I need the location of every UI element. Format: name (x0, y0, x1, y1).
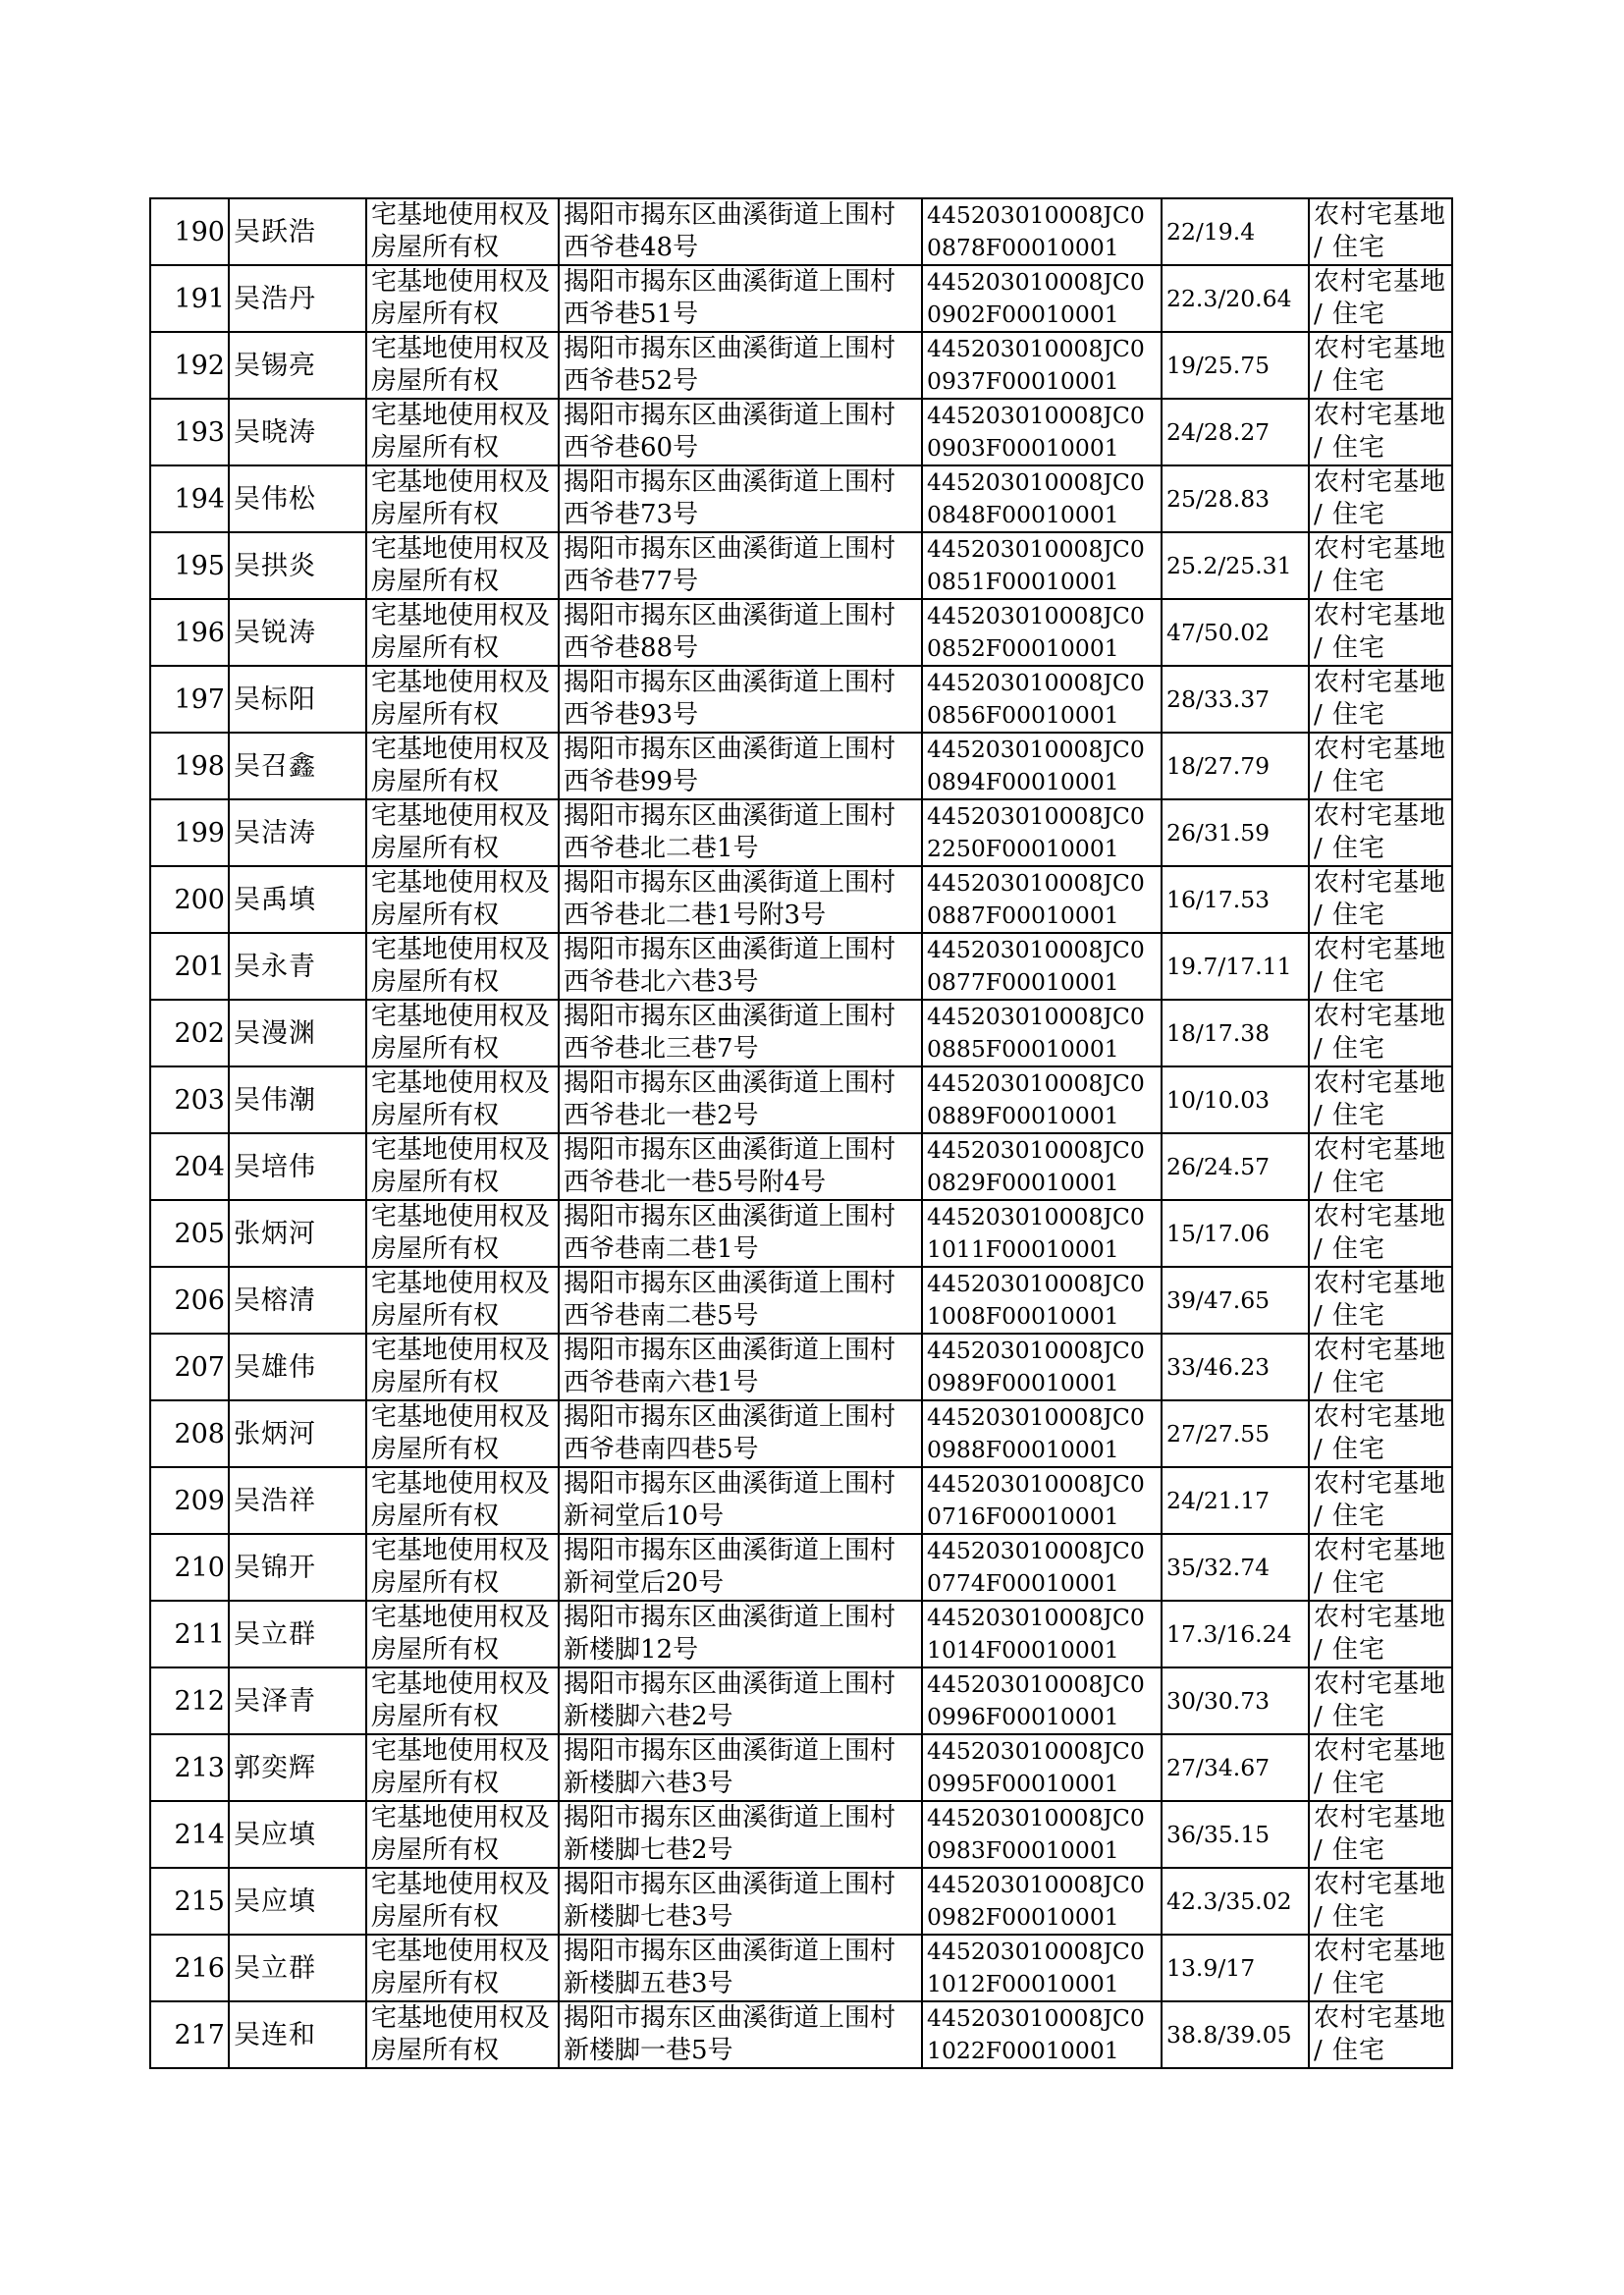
property-address-cell: 揭阳市揭东区曲溪街道上围村西爷巷52号 (559, 332, 922, 399)
row-number-cell: 217 (150, 2001, 229, 2068)
right-type-cell: 宅基地使用权及房屋所有权 (366, 666, 559, 733)
holder-name-cell: 吴连和 (229, 2001, 366, 2068)
table-row (150, 666, 1452, 733)
right-type-cell: 宅基地使用权及房屋所有权 (366, 599, 559, 666)
right-type-cell: 宅基地使用权及房屋所有权 (366, 1400, 559, 1467)
property-address-cell: 揭阳市揭东区曲溪街道上围村西爷巷北二巷1号附3号 (559, 866, 922, 933)
area-value-cell: 38.8/39.05 (1162, 2001, 1309, 2068)
area-value-cell: 35/32.74 (1162, 1534, 1309, 1601)
registry-table (149, 197, 1453, 2069)
unit-code-cell: 445203010008JC00937F00010001 (922, 332, 1162, 399)
unit-code-cell: 445203010008JC01014F00010001 (922, 1601, 1162, 1667)
row-number-cell: 216 (150, 1935, 229, 2001)
row-number-cell: 205 (150, 1200, 229, 1267)
property-address-cell: 揭阳市揭东区曲溪街道上围村西爷巷93号 (559, 666, 922, 733)
row-number-cell: 203 (150, 1066, 229, 1133)
row-number-cell: 197 (150, 666, 229, 733)
table-row (150, 1334, 1452, 1400)
unit-code-cell: 445203010008JC00885F00010001 (922, 1000, 1162, 1066)
land-use-cell: 农村宅基地 / 住宅 (1309, 599, 1452, 666)
unit-code-cell: 445203010008JC01022F00010001 (922, 2001, 1162, 2068)
row-number-cell: 204 (150, 1133, 229, 1200)
right-type-cell: 宅基地使用权及房屋所有权 (366, 465, 559, 532)
right-type-cell: 宅基地使用权及房屋所有权 (366, 1868, 559, 1935)
area-value-cell: 25.2/25.31 (1162, 532, 1309, 599)
property-address-cell: 揭阳市揭东区曲溪街道上围村西爷巷51号 (559, 265, 922, 332)
table-row (150, 1200, 1452, 1267)
right-type-cell: 宅基地使用权及房屋所有权 (366, 532, 559, 599)
property-address-cell: 揭阳市揭东区曲溪街道上围村西爷巷南四巷5号 (559, 1400, 922, 1467)
table-row (150, 198, 1452, 265)
row-number-cell: 215 (150, 1868, 229, 1935)
unit-code-cell: 445203010008JC00903F00010001 (922, 399, 1162, 465)
property-address-cell: 揭阳市揭东区曲溪街道上围村西爷巷48号 (559, 198, 922, 265)
property-address-cell: 揭阳市揭东区曲溪街道上围村西爷巷南二巷5号 (559, 1267, 922, 1334)
holder-name-cell: 吴应填 (229, 1868, 366, 1935)
right-type-cell: 宅基地使用权及房屋所有权 (366, 1200, 559, 1267)
area-value-cell: 30/30.73 (1162, 1667, 1309, 1734)
holder-name-cell: 吴雄伟 (229, 1334, 366, 1400)
row-number-cell: 208 (150, 1400, 229, 1467)
row-number-cell: 207 (150, 1334, 229, 1400)
table-row (150, 2001, 1452, 2068)
area-value-cell: 26/24.57 (1162, 1133, 1309, 1200)
holder-name-cell: 吴永青 (229, 933, 366, 1000)
right-type-cell: 宅基地使用权及房屋所有权 (366, 1667, 559, 1734)
unit-code-cell: 445203010008JC00848F00010001 (922, 465, 1162, 532)
area-value-cell: 27/27.55 (1162, 1400, 1309, 1467)
area-value-cell: 17.3/16.24 (1162, 1601, 1309, 1667)
land-use-cell: 农村宅基地 / 住宅 (1309, 2001, 1452, 2068)
property-address-cell: 揭阳市揭东区曲溪街道上围村西爷巷北六巷3号 (559, 933, 922, 1000)
holder-name-cell: 吴伟潮 (229, 1066, 366, 1133)
property-address-cell: 揭阳市揭东区曲溪街道上围村新祠堂后10号 (559, 1467, 922, 1534)
table-row (150, 933, 1452, 1000)
unit-code-cell: 445203010008JC00989F00010001 (922, 1334, 1162, 1400)
land-use-cell: 农村宅基地 / 住宅 (1309, 1334, 1452, 1400)
holder-name-cell: 张炳河 (229, 1400, 366, 1467)
right-type-cell: 宅基地使用权及房屋所有权 (366, 1467, 559, 1534)
holder-name-cell: 张炳河 (229, 1200, 366, 1267)
land-use-cell: 农村宅基地 / 住宅 (1309, 1400, 1452, 1467)
area-value-cell: 33/46.23 (1162, 1334, 1309, 1400)
unit-code-cell: 445203010008JC00887F00010001 (922, 866, 1162, 933)
row-number-cell: 194 (150, 465, 229, 532)
right-type-cell: 宅基地使用权及房屋所有权 (366, 1935, 559, 2001)
holder-name-cell: 吴伟松 (229, 465, 366, 532)
right-type-cell: 宅基地使用权及房屋所有权 (366, 1534, 559, 1601)
row-number-cell: 191 (150, 265, 229, 332)
land-use-cell: 农村宅基地 / 住宅 (1309, 1935, 1452, 2001)
area-value-cell: 19.7/17.11 (1162, 933, 1309, 1000)
unit-code-cell: 445203010008JC02250F00010001 (922, 799, 1162, 866)
area-value-cell: 18/27.79 (1162, 733, 1309, 799)
property-address-cell: 揭阳市揭东区曲溪街道上围村新楼脚12号 (559, 1601, 922, 1667)
unit-code-cell: 445203010008JC00996F00010001 (922, 1667, 1162, 1734)
area-value-cell: 24/21.17 (1162, 1467, 1309, 1534)
unit-code-cell: 445203010008JC00774F00010001 (922, 1534, 1162, 1601)
right-type-cell: 宅基地使用权及房屋所有权 (366, 1066, 559, 1133)
table-row (150, 265, 1452, 332)
holder-name-cell: 吴立群 (229, 1601, 366, 1667)
area-value-cell: 27/34.67 (1162, 1734, 1309, 1801)
unit-code-cell: 445203010008JC00851F00010001 (922, 532, 1162, 599)
table-body (150, 198, 1452, 2068)
land-use-cell: 农村宅基地 / 住宅 (1309, 1734, 1452, 1801)
unit-code-cell: 445203010008JC01012F00010001 (922, 1935, 1162, 2001)
property-address-cell: 揭阳市揭东区曲溪街道上围村新祠堂后20号 (559, 1534, 922, 1601)
holder-name-cell: 吴榕清 (229, 1267, 366, 1334)
unit-code-cell: 445203010008JC00988F00010001 (922, 1400, 1162, 1467)
land-use-cell: 农村宅基地 / 住宅 (1309, 1667, 1452, 1734)
holder-name-cell: 吴洁涛 (229, 799, 366, 866)
area-value-cell: 10/10.03 (1162, 1066, 1309, 1133)
holder-name-cell: 吴漫渊 (229, 1000, 366, 1066)
land-use-cell: 农村宅基地 / 住宅 (1309, 933, 1452, 1000)
holder-name-cell: 吴召鑫 (229, 733, 366, 799)
area-value-cell: 18/17.38 (1162, 1000, 1309, 1066)
right-type-cell: 宅基地使用权及房屋所有权 (366, 799, 559, 866)
area-value-cell: 42.3/35.02 (1162, 1868, 1309, 1935)
right-type-cell: 宅基地使用权及房屋所有权 (366, 1801, 559, 1868)
right-type-cell: 宅基地使用权及房屋所有权 (366, 1000, 559, 1066)
unit-code-cell: 445203010008JC00983F00010001 (922, 1801, 1162, 1868)
land-use-cell: 农村宅基地 / 住宅 (1309, 1534, 1452, 1601)
right-type-cell: 宅基地使用权及房屋所有权 (366, 399, 559, 465)
row-number-cell: 195 (150, 532, 229, 599)
land-use-cell: 农村宅基地 / 住宅 (1309, 1601, 1452, 1667)
land-use-cell: 农村宅基地 / 住宅 (1309, 1000, 1452, 1066)
property-address-cell: 揭阳市揭东区曲溪街道上围村新楼脚七巷3号 (559, 1868, 922, 1935)
row-number-cell: 213 (150, 1734, 229, 1801)
table-row (150, 532, 1452, 599)
holder-name-cell: 吴晓涛 (229, 399, 366, 465)
table-row (150, 1400, 1452, 1467)
land-use-cell: 农村宅基地 / 住宅 (1309, 666, 1452, 733)
land-use-cell: 农村宅基地 / 住宅 (1309, 465, 1452, 532)
land-use-cell: 农村宅基地 / 住宅 (1309, 265, 1452, 332)
area-value-cell: 24/28.27 (1162, 399, 1309, 465)
right-type-cell: 宅基地使用权及房屋所有权 (366, 1334, 559, 1400)
right-type-cell: 宅基地使用权及房屋所有权 (366, 866, 559, 933)
area-value-cell: 36/35.15 (1162, 1801, 1309, 1868)
row-number-cell: 202 (150, 1000, 229, 1066)
right-type-cell: 宅基地使用权及房屋所有权 (366, 933, 559, 1000)
area-value-cell: 13.9/17 (1162, 1935, 1309, 2001)
holder-name-cell: 吴跃浩 (229, 198, 366, 265)
unit-code-cell: 445203010008JC00894F00010001 (922, 733, 1162, 799)
right-type-cell: 宅基地使用权及房屋所有权 (366, 2001, 559, 2068)
unit-code-cell: 445203010008JC00982F00010001 (922, 1868, 1162, 1935)
area-value-cell: 28/33.37 (1162, 666, 1309, 733)
property-address-cell: 揭阳市揭东区曲溪街道上围村西爷巷北一巷5号附4号 (559, 1133, 922, 1200)
right-type-cell: 宅基地使用权及房屋所有权 (366, 1133, 559, 1200)
table-row (150, 1868, 1452, 1935)
property-address-cell: 揭阳市揭东区曲溪街道上围村西爷巷73号 (559, 465, 922, 532)
property-address-cell: 揭阳市揭东区曲溪街道上围村新楼脚六巷3号 (559, 1734, 922, 1801)
area-value-cell: 19/25.75 (1162, 332, 1309, 399)
unit-code-cell: 445203010008JC01008F00010001 (922, 1267, 1162, 1334)
area-value-cell: 15/17.06 (1162, 1200, 1309, 1267)
table-row (150, 465, 1452, 532)
land-use-cell: 农村宅基地 / 住宅 (1309, 1467, 1452, 1534)
unit-code-cell: 445203010008JC00878F00010001 (922, 198, 1162, 265)
table-row (150, 1467, 1452, 1534)
holder-name-cell: 吴锐涛 (229, 599, 366, 666)
table-row (150, 1267, 1452, 1334)
area-value-cell: 22.3/20.64 (1162, 265, 1309, 332)
unit-code-cell: 445203010008JC00889F00010001 (922, 1066, 1162, 1133)
row-number-cell: 190 (150, 198, 229, 265)
property-address-cell: 揭阳市揭东区曲溪街道上围村西爷巷77号 (559, 532, 922, 599)
area-value-cell: 26/31.59 (1162, 799, 1309, 866)
land-use-cell: 农村宅基地 / 住宅 (1309, 332, 1452, 399)
row-number-cell: 209 (150, 1467, 229, 1534)
table-row (150, 1734, 1452, 1801)
holder-name-cell: 吴立群 (229, 1935, 366, 2001)
unit-code-cell: 445203010008JC00829F00010001 (922, 1133, 1162, 1200)
holder-name-cell: 吴锡亮 (229, 332, 366, 399)
unit-code-cell: 445203010008JC00877F00010001 (922, 933, 1162, 1000)
property-address-cell: 揭阳市揭东区曲溪街道上围村新楼脚七巷2号 (559, 1801, 922, 1868)
table-row (150, 1133, 1452, 1200)
table-row (150, 599, 1452, 666)
property-address-cell: 揭阳市揭东区曲溪街道上围村西爷巷99号 (559, 733, 922, 799)
row-number-cell: 211 (150, 1601, 229, 1667)
property-address-cell: 揭阳市揭东区曲溪街道上围村西爷巷88号 (559, 599, 922, 666)
row-number-cell: 198 (150, 733, 229, 799)
property-address-cell: 揭阳市揭东区曲溪街道上围村西爷巷南二巷1号 (559, 1200, 922, 1267)
property-address-cell: 揭阳市揭东区曲溪街道上围村西爷巷北三巷7号 (559, 1000, 922, 1066)
holder-name-cell: 吴泽青 (229, 1667, 366, 1734)
land-use-cell: 农村宅基地 / 住宅 (1309, 399, 1452, 465)
area-value-cell: 16/17.53 (1162, 866, 1309, 933)
land-use-cell: 农村宅基地 / 住宅 (1309, 733, 1452, 799)
property-address-cell: 揭阳市揭东区曲溪街道上围村西爷巷北二巷1号 (559, 799, 922, 866)
right-type-cell: 宅基地使用权及房屋所有权 (366, 1267, 559, 1334)
holder-name-cell: 吴应填 (229, 1801, 366, 1868)
table-row (150, 1801, 1452, 1868)
row-number-cell: 210 (150, 1534, 229, 1601)
unit-code-cell: 445203010008JC00716F00010001 (922, 1467, 1162, 1534)
land-use-cell: 农村宅基地 / 住宅 (1309, 198, 1452, 265)
right-type-cell: 宅基地使用权及房屋所有权 (366, 1601, 559, 1667)
right-type-cell: 宅基地使用权及房屋所有权 (366, 265, 559, 332)
table-row (150, 799, 1452, 866)
area-value-cell: 47/50.02 (1162, 599, 1309, 666)
holder-name-cell: 吴拱炎 (229, 532, 366, 599)
right-type-cell: 宅基地使用权及房屋所有权 (366, 1734, 559, 1801)
property-address-cell: 揭阳市揭东区曲溪街道上围村新楼脚五巷3号 (559, 1935, 922, 2001)
land-use-cell: 农村宅基地 / 住宅 (1309, 799, 1452, 866)
area-value-cell: 22/19.4 (1162, 198, 1309, 265)
land-use-cell: 农村宅基地 / 住宅 (1309, 1066, 1452, 1133)
table-row (150, 866, 1452, 933)
row-number-cell: 212 (150, 1667, 229, 1734)
unit-code-cell: 445203010008JC00856F00010001 (922, 666, 1162, 733)
right-type-cell: 宅基地使用权及房屋所有权 (366, 733, 559, 799)
row-number-cell: 199 (150, 799, 229, 866)
property-address-cell: 揭阳市揭东区曲溪街道上围村新楼脚一巷5号 (559, 2001, 922, 2068)
holder-name-cell: 吴禹填 (229, 866, 366, 933)
unit-code-cell: 445203010008JC00902F00010001 (922, 265, 1162, 332)
holder-name-cell: 吴浩丹 (229, 265, 366, 332)
row-number-cell: 200 (150, 866, 229, 933)
holder-name-cell: 吴浩祥 (229, 1467, 366, 1534)
table-row (150, 332, 1452, 399)
table-row (150, 399, 1452, 465)
table-row (150, 1066, 1452, 1133)
table-row (150, 1000, 1452, 1066)
property-address-cell: 揭阳市揭东区曲溪街道上围村新楼脚六巷2号 (559, 1667, 922, 1734)
property-address-cell: 揭阳市揭东区曲溪街道上围村西爷巷60号 (559, 399, 922, 465)
land-use-cell: 农村宅基地 / 住宅 (1309, 866, 1452, 933)
table-row (150, 1534, 1452, 1601)
unit-code-cell: 445203010008JC01011F00010001 (922, 1200, 1162, 1267)
row-number-cell: 214 (150, 1801, 229, 1868)
row-number-cell: 196 (150, 599, 229, 666)
row-number-cell: 206 (150, 1267, 229, 1334)
land-use-cell: 农村宅基地 / 住宅 (1309, 532, 1452, 599)
unit-code-cell: 445203010008JC00852F00010001 (922, 599, 1162, 666)
property-address-cell: 揭阳市揭东区曲溪街道上围村西爷巷北一巷2号 (559, 1066, 922, 1133)
right-type-cell: 宅基地使用权及房屋所有权 (366, 332, 559, 399)
land-use-cell: 农村宅基地 / 住宅 (1309, 1200, 1452, 1267)
unit-code-cell: 445203010008JC00995F00010001 (922, 1734, 1162, 1801)
table-row (150, 733, 1452, 799)
row-number-cell: 201 (150, 933, 229, 1000)
table-row (150, 1935, 1452, 2001)
property-address-cell: 揭阳市揭东区曲溪街道上围村西爷巷南六巷1号 (559, 1334, 922, 1400)
land-use-cell: 农村宅基地 / 住宅 (1309, 1133, 1452, 1200)
table-row (150, 1601, 1452, 1667)
holder-name-cell: 郭奕辉 (229, 1734, 366, 1801)
land-use-cell: 农村宅基地 / 住宅 (1309, 1267, 1452, 1334)
row-number-cell: 193 (150, 399, 229, 465)
row-number-cell: 192 (150, 332, 229, 399)
table-row (150, 1667, 1452, 1734)
area-value-cell: 39/47.65 (1162, 1267, 1309, 1334)
land-use-cell: 农村宅基地 / 住宅 (1309, 1868, 1452, 1935)
land-use-cell: 农村宅基地 / 住宅 (1309, 1801, 1452, 1868)
area-value-cell: 25/28.83 (1162, 465, 1309, 532)
right-type-cell: 宅基地使用权及房屋所有权 (366, 198, 559, 265)
holder-name-cell: 吴标阳 (229, 666, 366, 733)
holder-name-cell: 吴培伟 (229, 1133, 366, 1200)
holder-name-cell: 吴锦开 (229, 1534, 366, 1601)
